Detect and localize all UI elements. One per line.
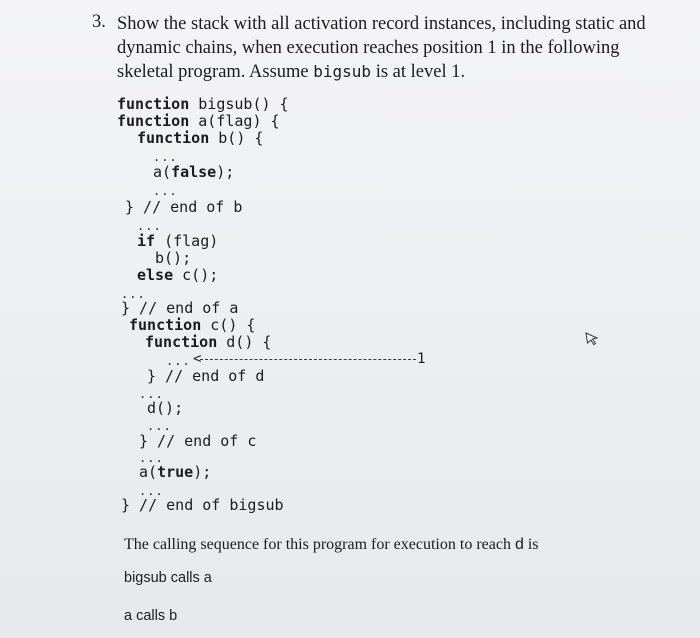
code-line-end-d: } // end of d <box>147 367 265 385</box>
code-text: bigsub() { <box>189 95 289 113</box>
position-marker-line <box>200 359 416 360</box>
code-text: c() { <box>201 316 256 334</box>
keyword: true <box>157 463 194 481</box>
code-text: c(); <box>173 266 219 284</box>
ellipsis: ... <box>147 419 172 433</box>
keyword: function <box>137 129 210 147</box>
code-text: a( <box>139 463 158 481</box>
code-line-call-a-true <box>139 464 211 481</box>
code-line-else <box>137 267 218 284</box>
keyword: function <box>117 95 190 113</box>
code-line-b <box>137 130 263 147</box>
code-line-if <box>137 233 218 250</box>
code-line-d <box>145 334 271 351</box>
intro-code: d <box>514 536 524 553</box>
question-inline-code: bigsub <box>313 62 372 81</box>
code-line-call-d: d(); <box>147 399 184 417</box>
code-text: ); <box>193 463 212 481</box>
code-text: b() { <box>209 129 264 147</box>
ellipsis: ... <box>139 484 164 498</box>
keyword: else <box>137 266 174 284</box>
position-marker-arrow: < <box>193 351 202 367</box>
position-marker-label: 1 <box>417 351 426 367</box>
code-line-call-b: b(); <box>155 249 192 267</box>
pointer-cursor-icon <box>584 330 600 346</box>
code-text: ); <box>216 163 235 181</box>
code-line-bigsub <box>117 96 289 113</box>
code-line-end-c: } // end of c <box>139 432 257 450</box>
question-number: 3. <box>92 12 106 32</box>
keyword: function <box>145 333 218 351</box>
ellipsis: ... <box>139 387 164 401</box>
code-line-a <box>117 113 280 130</box>
code-line-call-a-false <box>153 164 234 181</box>
calling-sequence-line-2: a calls b <box>124 608 178 624</box>
keyword: function <box>129 316 202 334</box>
keyword: function <box>117 112 190 130</box>
ellipsis: ... <box>153 150 178 164</box>
ellipsis: ... <box>139 451 164 465</box>
code-text: d() { <box>217 333 272 351</box>
code-text: a(flag) { <box>189 112 280 130</box>
question-text-before: Show the stack with all activation record instances, including static and dynamic chains, when execution reaches position 1 in the following skeletal program. Assume <box>117 14 646 82</box>
ellipsis: ... <box>137 219 162 233</box>
keyword: if <box>137 232 156 250</box>
calling-sequence-intro <box>124 536 539 554</box>
code-line-end-a: } // end of a <box>121 299 239 317</box>
code-line-end-bigsub: } // end of bigsub <box>121 496 284 514</box>
code-line-end-b: } // end of b <box>125 198 243 216</box>
intro-text: The calling sequence for this program for execution to reach <box>124 536 511 553</box>
question-text <box>117 12 677 84</box>
ellipsis: ... <box>166 354 191 368</box>
keyword: false <box>171 163 217 181</box>
code-text: a( <box>153 163 172 181</box>
calling-sequence-line-1: bigsub calls a <box>124 570 212 586</box>
question-text-after: is at level 1. <box>375 62 466 82</box>
intro-end: is <box>527 536 539 553</box>
ellipsis: ... <box>121 287 146 301</box>
code-text: (flag) <box>155 232 219 250</box>
code-line-c <box>129 317 255 334</box>
ellipsis: ... <box>153 184 178 198</box>
